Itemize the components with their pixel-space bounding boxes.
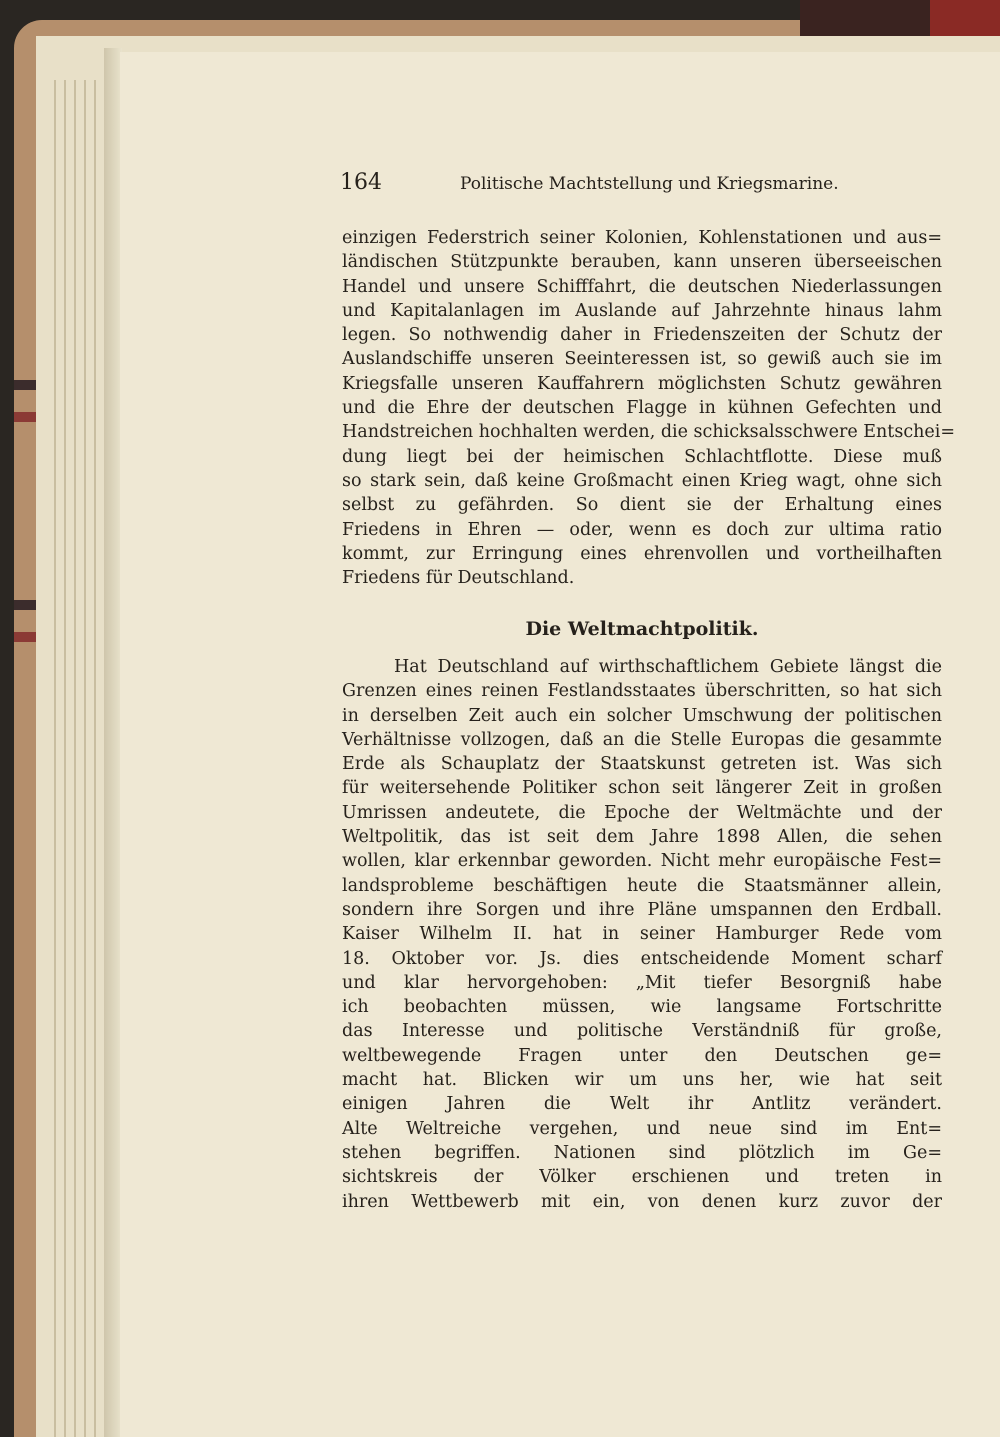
text-line: stehen begriffen. Nationen sind plötzlich im Ge= <box>342 1142 942 1163</box>
text-line: 18. Oktober vor. Js. dies entscheidende Moment scharf <box>342 948 942 969</box>
text-line: landsprobleme beschäftigen heute die Staatsmänner allein, <box>342 875 942 896</box>
section-heading: Die Weltmachtpolitik. <box>525 618 759 640</box>
text-line: das Interesse und politische Verständniß für große, <box>342 1021 942 1042</box>
text-line: Friedens in Ehren — oder, wenn es doch zur ultima ratio <box>342 519 942 540</box>
text-line: legen. So nothwendig daher in Friedenszeiten der Schutz der <box>342 325 942 346</box>
text-line: weltbewegende Fragen unter den Deutschen ge= <box>342 1045 942 1066</box>
text-line: sondern ihre Sorgen und ihre Pläne umspannen den Erdball. <box>342 899 942 920</box>
text-line: und die Ehre der deutschen Flagge in kühnen Gefechten und <box>342 398 942 419</box>
text-line: wollen, klar erkennbar geworden. Nicht mehr europäische Fest= <box>342 851 942 872</box>
text-line: und Kapitalanlagen im Auslande auf Jahrzehnte hinaus lahm <box>342 300 942 321</box>
paragraph-1 <box>342 226 956 590</box>
page-number: 164 <box>340 170 382 195</box>
text-line: dung liegt bei der heimischen Schlachtflotte. Diese muß <box>342 446 942 467</box>
text-line: Auslandschiffe unseren Seeinteressen ist, so gewiß auch sie im <box>342 349 942 370</box>
text-line: für weitersehende Politiker schon seit längerer Zeit in großen <box>342 778 942 799</box>
text-line: ländischen Stützpunkte berauben, kann unseren überseeischen <box>342 252 942 273</box>
running-header <box>340 170 940 200</box>
text-line: Handstreichen hochhalten werden, die schicksalsschwere Entschei= <box>342 422 956 443</box>
text-line: kommt, zur Erringung eines ehrenvollen und vortheilhaften <box>342 543 942 564</box>
text-line: einigen Jahren die Welt ihr Antlitz verändert. <box>342 1094 942 1115</box>
paragraph-2 <box>342 655 942 1214</box>
running-title: Politische Machtstellung und Kriegsmarine. <box>460 174 839 194</box>
text-line: Handel und unsere Schifffahrt, die deutschen Niederlassungen <box>342 276 942 297</box>
text-line: so stark sein, daß keine Großmacht einen Krieg wagt, ohne sich <box>342 470 942 491</box>
text-line: macht hat. Blicken wir um uns her, wie hat seit <box>342 1070 942 1091</box>
text-line: in derselben Zeit auch ein solcher Umschwung der politischen <box>342 705 942 726</box>
text-line: sichtskreis der Völker erschienen und treten in <box>342 1167 942 1188</box>
text-line: und klar hervorgehoben: „Mit tiefer Besorgniß habe <box>342 972 942 993</box>
text-line: Kriegsfalle unseren Kauffahrern möglichsten Schutz gewähren <box>342 373 942 394</box>
text-line: ich beobachten müssen, wie langsame Fortschritte <box>342 997 942 1018</box>
text-line: Kaiser Wilhelm II. hat in seiner Hamburger Rede vom <box>342 924 942 945</box>
text-line: einzigen Federstrich seiner Kolonien, Kohlenstationen und aus= <box>342 228 942 248</box>
text-line: ihren Wettbewerb mit ein, von denen kurz zuvor der <box>342 1191 942 1212</box>
text-line: Weltpolitik, das ist seit dem Jahre 1898 Allen, die sehen <box>342 827 942 848</box>
text-line: Verhältnisse vollzogen, daß an die Stelle Europas die gesammte <box>342 729 942 750</box>
text-line: Umrissen andeutete, die Epoche der Weltmächte und der <box>342 802 942 823</box>
text-line: Alte Weltreiche vergehen, und neue sind im Ent= <box>342 1118 942 1139</box>
text-line: Erde als Schauplatz der Staatskunst getreten ist. Was sich <box>342 754 942 775</box>
text-line: Grenzen eines reinen Festlandsstaates überschritten, so hat sich <box>342 681 942 702</box>
text-line: Friedens für Deutschland. <box>342 568 575 589</box>
text-line: selbst zu gefährden. So dient sie der Erhaltung eines <box>342 495 942 516</box>
text-line: Hat Deutschland auf wirthschaftlichem Gebiete längst die <box>394 657 942 677</box>
top-edge-band <box>800 0 1000 40</box>
